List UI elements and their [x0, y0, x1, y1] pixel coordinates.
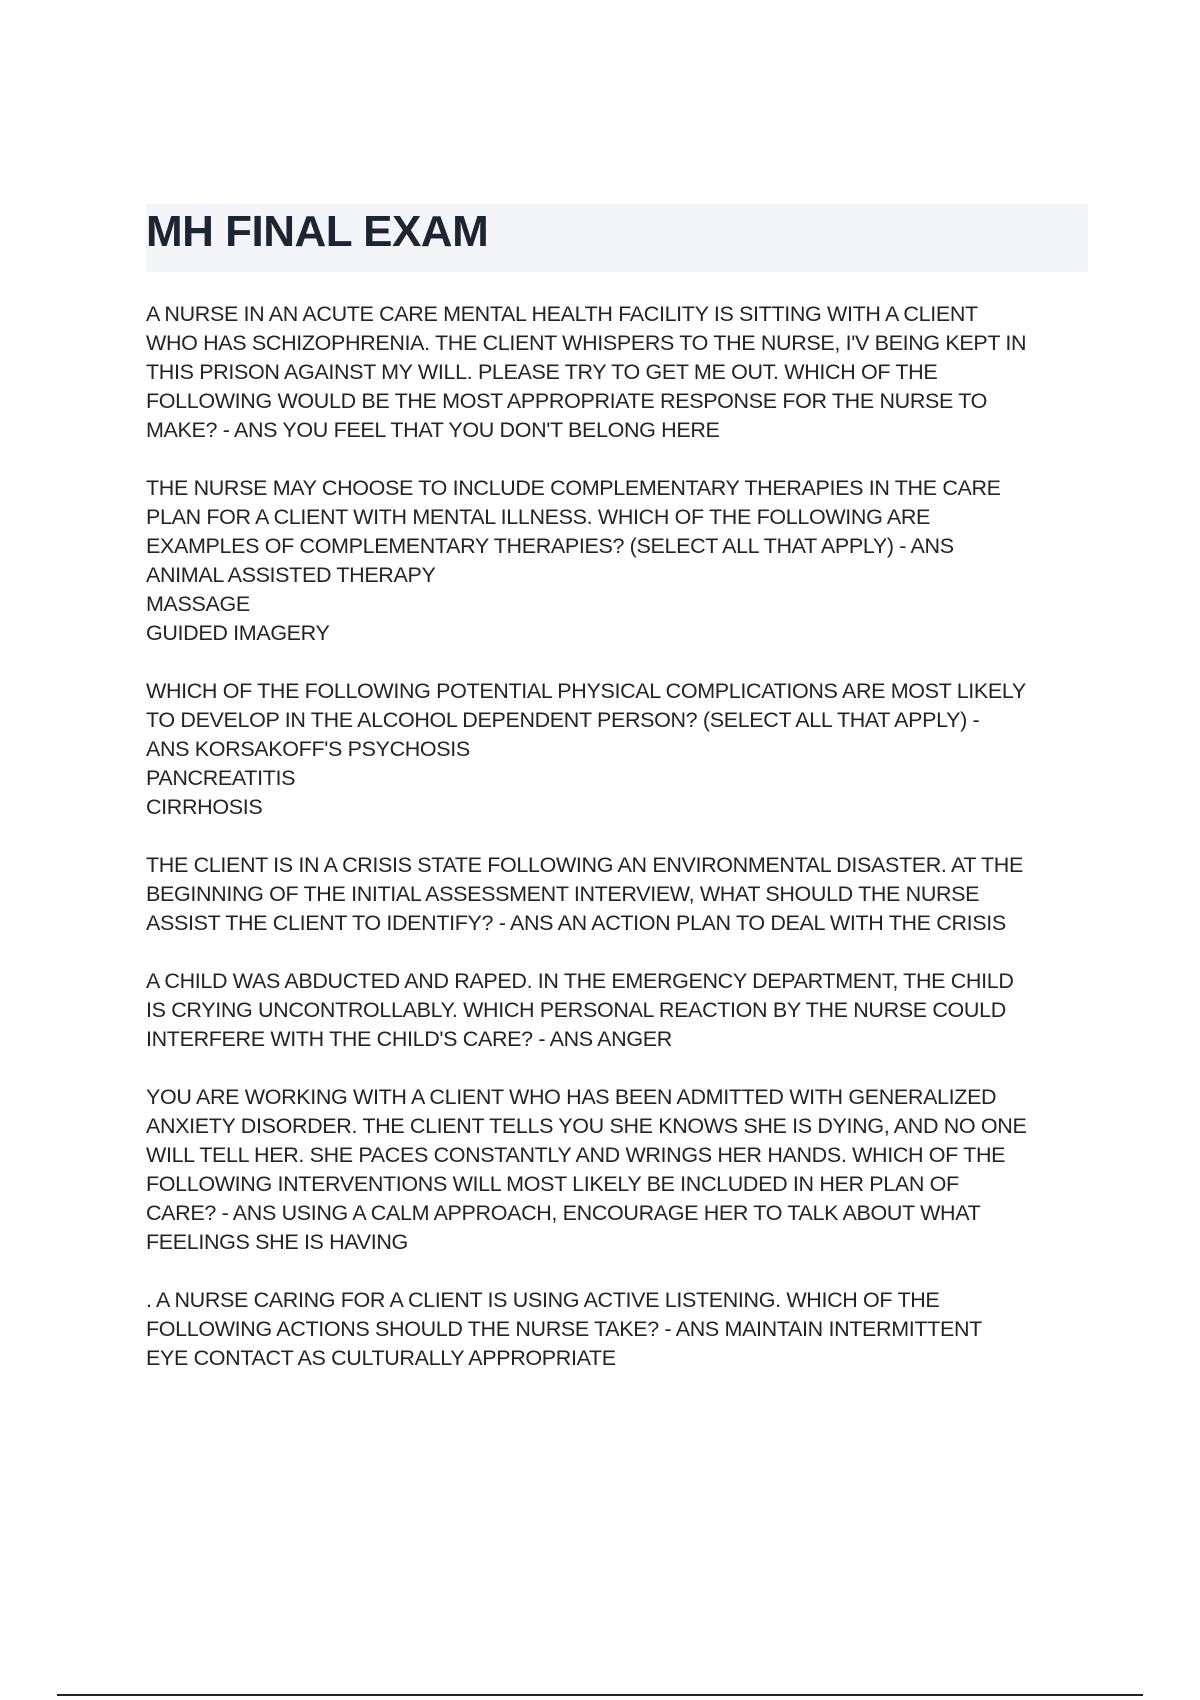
question-answer-7: . A NURSE CARING FOR A CLIENT IS USING ACTIVE LISTENING. WHICH OF THE FOLLOWING ACTIONS SHOULD THE NURSE TAKE? - ANS MAINTAIN INTERMITTENT EYE CONTACT AS CULTURALLY APPROPRIATE: [146, 1288, 982, 1370]
question-answer-3: WHICH OF THE FOLLOWING POTENTIAL PHYSICAL COMPLICATIONS ARE MOST LIKELY TO DEVELOP IN THE ALCOHOL DEPENDENT PERSON? (SELECT ALL THAT APPLY) - ANS KORSAKOFF'S PSYCHOSIS PANCREATITIS CIRRHOSIS: [146, 679, 1026, 819]
page-bottom-divider: [57, 1694, 1143, 1696]
title-banner: [146, 204, 1088, 272]
question-answer-1: A NURSE IN AN ACUTE CARE MENTAL HEALTH FACILITY IS SITTING WITH A CLIENT WHO HAS SCHIZOPHRENIA. THE CLIENT WHISPERS TO THE NURSE, I'V BEING KEPT IN THIS PRISON AGAINST MY WILL. PLEASE TRY TO GET ME OUT. WHICH OF THE FOLLOWING WOULD BE THE MOST APPROPRIATE RESPONSE FOR THE NURSE TO MAKE? - ANS YOU FEEL THAT YOU DON'T BELONG HERE: [146, 302, 1027, 442]
question-answer-5: A CHILD WAS ABDUCTED AND RAPED. IN THE EMERGENCY DEPARTMENT, THE CHILD IS CRYING UNCONTROLLABLY. WHICH PERSONAL REACTION BY THE NURSE COULD INTERFERE WITH THE CHILD'S CARE? - ANS ANGER: [146, 969, 1014, 1051]
question-answer-2: THE NURSE MAY CHOOSE TO INCLUDE COMPLEMENTARY THERAPIES IN THE CARE PLAN FOR A CLIENT WITH MENTAL ILLNESS. WHICH OF THE FOLLOWING ARE EXAMPLES OF COMPLEMENTARY THERAPIES? (SELECT ALL THAT APPLY) - ANS ANIMAL ASSISTED THERAPY MASSAGE GUIDED IMAGERY: [146, 476, 1001, 645]
question-answer-4: THE CLIENT IS IN A CRISIS STATE FOLLOWING AN ENVIRONMENTAL DISASTER. AT THE BEGINNING OF THE INITIAL ASSESSMENT INTERVIEW, WHAT SHOULD THE NURSE ASSIST THE CLIENT TO IDENTIFY? - ANS AN ACTION PLAN TO DEAL WITH THE CRISIS: [146, 853, 1023, 935]
document-title: MH FINAL EXAM: [146, 207, 489, 256]
question-answer-6: YOU ARE WORKING WITH A CLIENT WHO HAS BEEN ADMITTED WITH GENERALIZED ANXIETY DISORDER. THE CLIENT TELLS YOU SHE KNOWS SHE IS DYING, AND NO ONE WILL TELL HER. SHE PACES CONSTANTLY AND WRINGS HER HANDS. WHICH OF THE FOLLOWING INTERVENTIONS WILL MOST LIKELY BE INCLUDED IN HER PLAN OF CARE? - ANS USING A CALM APPROACH, ENCOURAGE HER TO TALK ABOUT WHAT FEELINGS SHE IS HAVING: [146, 1085, 1027, 1254]
document-body: [146, 300, 1090, 1402]
